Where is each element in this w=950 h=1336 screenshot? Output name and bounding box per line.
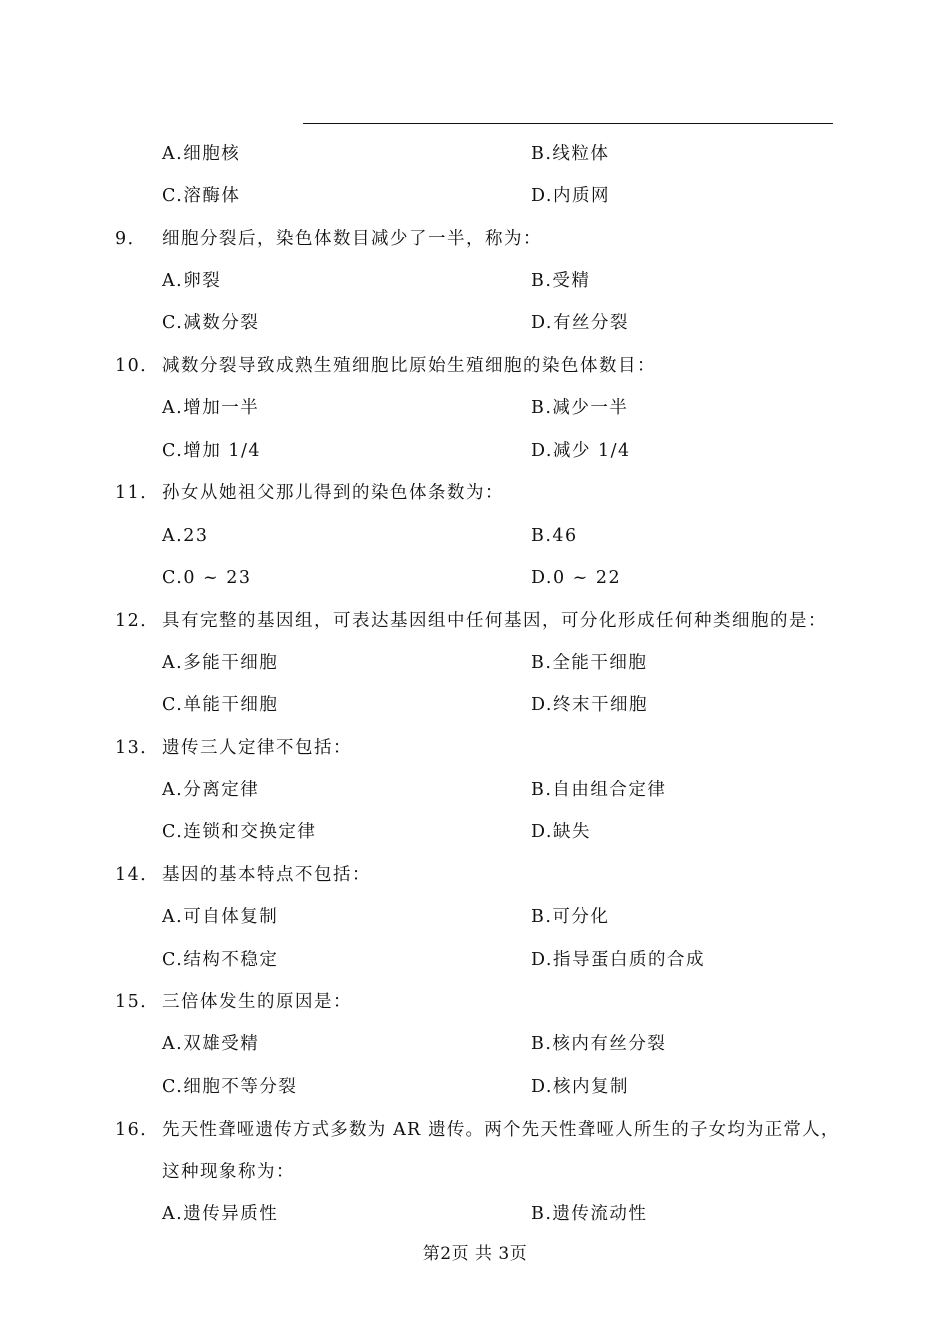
q9-option-a: A.卵裂 [162, 271, 222, 291]
q16-text: 先天性聋哑遗传方式多数为 AR 遗传。两个先天性聋哑人所生的子女均为正常人， [162, 1120, 840, 1140]
q10-option-d: D.减少 1/4 [531, 441, 631, 461]
q10-text: 减数分裂导致成熟生殖细胞比原始生殖细胞的染色体数目： [162, 356, 656, 376]
q15-option-a: A.双雄受精 [162, 1034, 260, 1054]
q11-number: 11． [115, 483, 160, 503]
q14-text: 基因的基本特点不包括： [162, 865, 371, 885]
q9-option-b: B.受精 [531, 271, 591, 291]
q10-number: 10． [115, 356, 160, 376]
q16-option-b: B.遗传流动性 [531, 1204, 648, 1224]
q15-number: 15． [115, 992, 160, 1012]
q12-option-d: D.终末干细胞 [531, 695, 648, 715]
q14-option-d: D.指导蛋白质的合成 [531, 950, 705, 970]
q8-option-d: D.内质网 [531, 186, 610, 206]
q16-option-a: A.遗传异质性 [162, 1204, 279, 1224]
q9-option-c: C.减数分裂 [162, 313, 260, 333]
q11-option-b: B.46 [531, 526, 578, 546]
q15-option-c: C.细胞不等分裂 [162, 1077, 298, 1097]
q8-option-b: B.线粒体 [531, 144, 610, 164]
q11-option-a: A.23 [162, 526, 209, 546]
header-rule [303, 123, 833, 124]
q9-option-d: D.有丝分裂 [531, 313, 629, 333]
q14-option-b: B.可分化 [531, 907, 610, 927]
q8-option-c: C.溶酶体 [162, 186, 241, 206]
q10-option-c: C.增加 1/4 [162, 441, 262, 461]
q15-text: 三倍体发生的原因是： [162, 992, 352, 1012]
q13-option-c: C.连锁和交换定律 [162, 822, 317, 842]
q12-text: 具有完整的基因组，可表达基因组中任何基因，可分化形成任何种类细胞的是： [162, 611, 827, 631]
q16-number: 16． [115, 1120, 160, 1140]
q11-option-c: C.0 ~ 23 [162, 568, 252, 588]
q12-option-c: C.单能干细胞 [162, 695, 279, 715]
q10-option-a: A.增加一半 [162, 398, 260, 418]
q14-number: 14． [115, 865, 160, 885]
q15-option-b: B.核内有丝分裂 [531, 1034, 667, 1054]
q11-option-d: D.0 ~ 22 [531, 568, 622, 588]
q12-number: 12． [115, 611, 160, 631]
q13-option-a: A.分离定律 [162, 780, 260, 800]
q14-option-c: C.结构不稳定 [162, 950, 279, 970]
q10-option-b: B.减少一半 [531, 398, 629, 418]
q8-option-a: A.细胞核 [162, 144, 241, 164]
q13-text: 遗传三人定律不包括： [162, 738, 352, 758]
q16-text-continued: 这种现象称为： [162, 1162, 295, 1182]
q11-text: 孙女从她祖父那儿得到的染色体条数为： [162, 483, 504, 503]
q9-text: 细胞分裂后，染色体数目减少了一半，称为： [162, 229, 542, 249]
q13-option-b: B.自由组合定律 [531, 780, 667, 800]
page-footer: 第2页 共 3页 [422, 1244, 528, 1264]
q12-option-a: A.多能干细胞 [162, 653, 279, 673]
q15-option-d: D.核内复制 [531, 1077, 629, 1097]
q9-number: 9． [115, 229, 147, 249]
q13-option-d: D.缺失 [531, 822, 591, 842]
q12-option-b: B.全能干细胞 [531, 653, 648, 673]
q14-option-a: A.可自体复制 [162, 907, 279, 927]
q13-number: 13． [115, 738, 160, 758]
